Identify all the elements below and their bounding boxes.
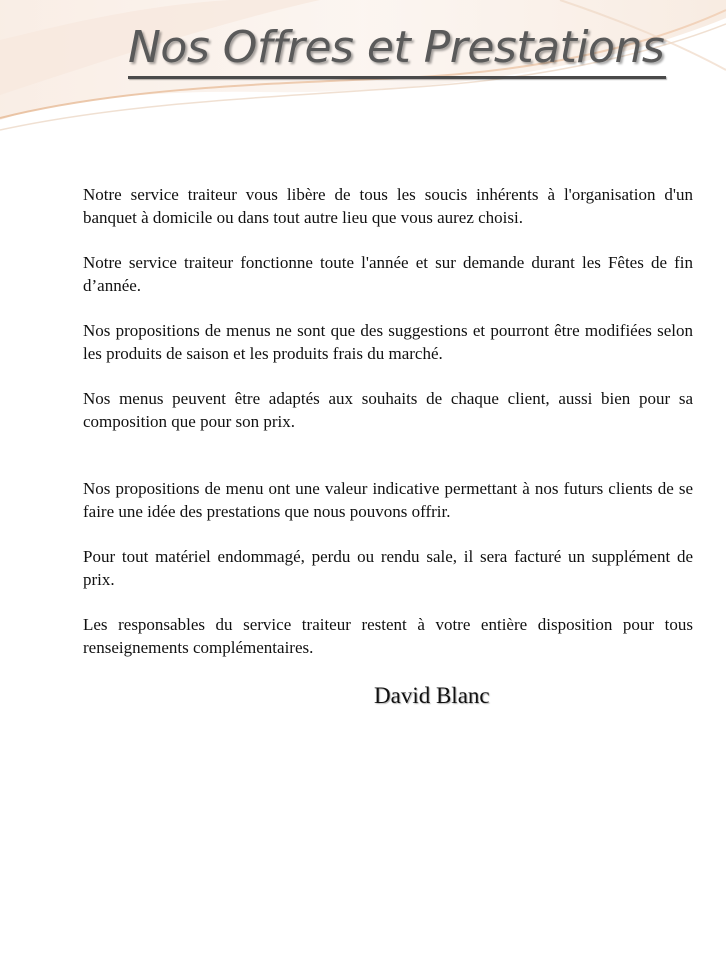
paragraph: Notre service traiteur fonctionne toute l'année et sur demande durant les Fêtes de fin d’année. <box>83 253 693 295</box>
title-underline <box>128 76 666 79</box>
paragraph: Nos propositions de menu ont une valeur indicative permettant à nos futurs clients de se faire une idée des prestations que nous pouvons offrir. <box>83 479 693 521</box>
signature: David Blanc <box>374 683 490 708</box>
paragraph: Nos propositions de menus ne sont que des suggestions et pourront être modifiées selon les produits de saison et les produits frais du marché. <box>83 321 693 363</box>
page-title: Nos Offres et Prestations <box>128 22 665 73</box>
paragraph: Pour tout matériel endommagé, perdu ou rendu sale, il sera facturé un supplément de prix. <box>83 547 693 589</box>
body-text <box>83 183 693 681</box>
paragraph: Nos menus peuvent être adaptés aux souhaits de chaque client, aussi bien pour sa composition que pour son prix. <box>83 389 693 431</box>
paragraph: Les responsables du service traiteur restent à votre entière disposition pour tous renseignements complémentaires. <box>83 615 693 657</box>
paragraph: Notre service traiteur vous libère de tous les soucis inhérents à l'organisation d'un banquet à domicile ou dans tout autre lieu que vous aurez choisi. <box>83 185 693 227</box>
